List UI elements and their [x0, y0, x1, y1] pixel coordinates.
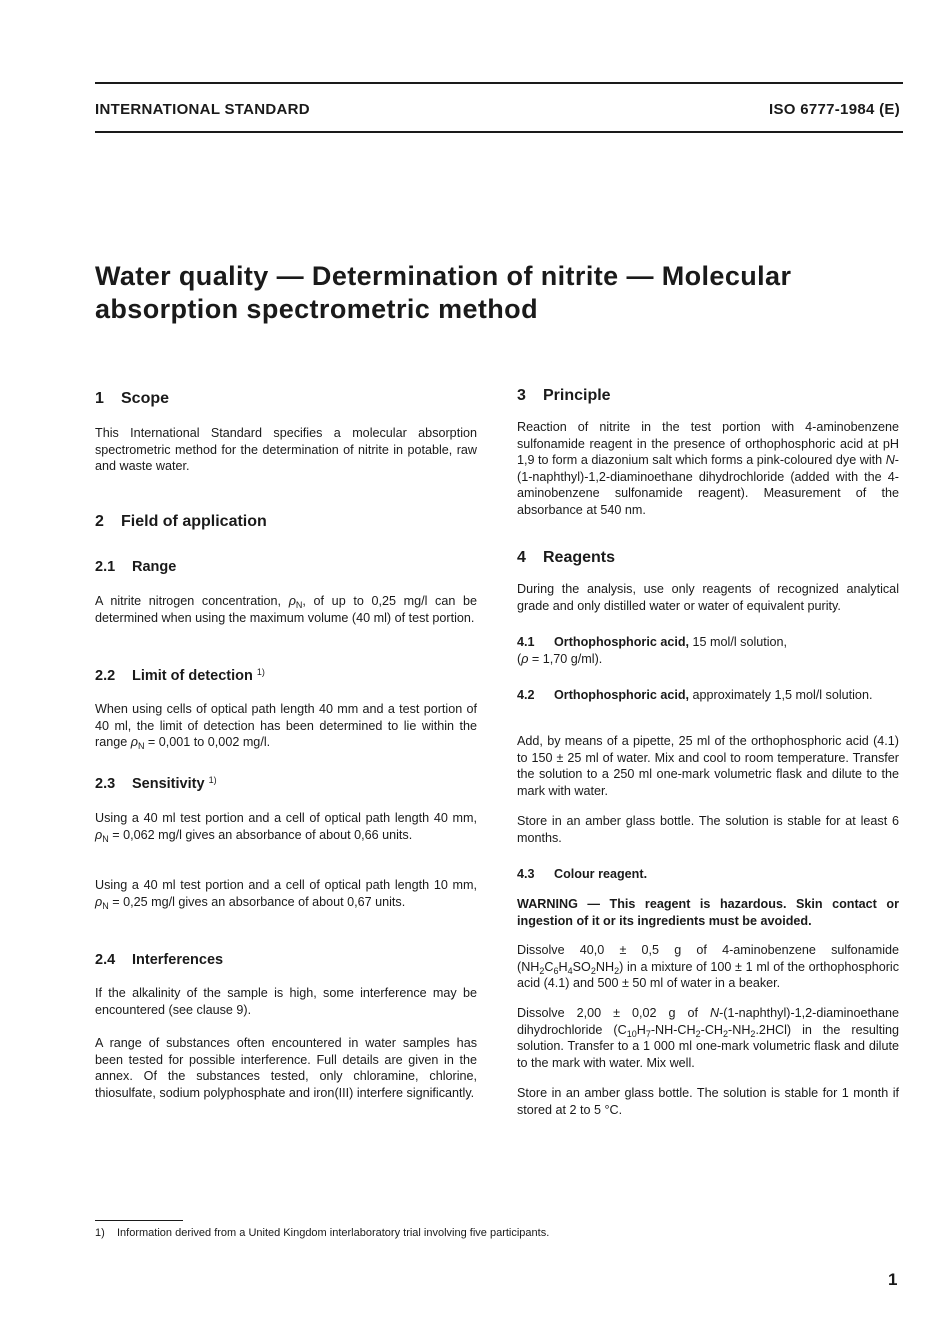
section-1-heading: 1 Scope: [95, 390, 170, 407]
section-2-4-text-2: A range of substances often encountered in water samples has been tested for possible interference. Full details are given in the annex. Of the substances tested, only chloramine, chlorine, thiosulfate, sodium polyphosphate and iron(III) interfere significantly.: [95, 1036, 477, 1100]
section-4-heading: 4 Reagents: [517, 549, 616, 566]
footnote-rule: [95, 1220, 183, 1221]
title-line-2: absorption spectrometric method: [95, 294, 538, 324]
section-2-3-heading: 2.3 Sensitivity $^{1)}$: [95, 775, 217, 792]
header-bottom-rule: [95, 131, 903, 133]
section-2-4-heading: 2.4 Interferences: [95, 952, 224, 968]
section-4-3-para-3: Store in an amber glass bottle. The solution is stable for 1 month if stored at 2 to 5 °C.: [517, 1086, 899, 1117]
section-2-heading: 2 Field of application: [95, 513, 267, 530]
title-line-1: Water quality — Determination of nitrite — Molecular: [95, 261, 792, 291]
section-2-2-text: When using cells of optical path length 40 mm and a test portion of 40 ml, the limit of detection has been determined to lie within the range $\rho_N = 0,001$ to 0,002 mg/l.: [95, 702, 477, 752]
section-2-2-heading: 2.2 Limit of detection $^{1)}$: [95, 667, 265, 684]
section-4-2-para-1: Add, by means of a pipette, 25 ml of the orthophosphoric acid (4.1) to 150 ± 25 ml of water. Mix and cool to room temperature. Transfer the solution to a 250 ml one-mark volumetric flask and dilute to the mark with water.: [517, 734, 899, 798]
section-4-text: During the analysis, use only reagents of recognized analytical grade and only distilled water or water of equivalent purity.: [517, 582, 899, 613]
section-4-2-text: 4.2 Orthophosphoric acid, approximately 1,5 mol/l solution.: [517, 688, 873, 702]
section-4-3-para-1: Dissolve 40,0 ± 0,5 g of 4-aminobenzene sulfonamide $(NH_2C_6H_4SO_2NH_2)$ in a mixture of 100 ± 1 ml of the orthophosphoric acid (4.1) and 500 ± 50 ml of water in a beaker.: [517, 943, 899, 991]
section-4-3-warning: WARNING — This reagent is hazardous. Skin contact or ingestion of it or its ingredients must be avoided.: [517, 897, 899, 928]
section-2-3-text-2: Using a 40 ml test portion and a cell of optical path length 10 mm, $\rho_N = 0,25$ mg/l gives an absorbance of about 0,67 units.: [95, 878, 477, 911]
section-2-4-text-1: If the alkalinity of the sample is high, some interference may be encountered (see clause 9).: [95, 986, 477, 1017]
footnote-ref: 1): [256, 667, 265, 677]
section-4-1-text: 4.1 Orthophosphoric acid, 15 mol/l solution, (ρ = 1,70 g/ml).: [517, 635, 788, 666]
header-standard-number: ISO 6777-1984 (E): [768, 101, 900, 118]
footnote-ref: 1): [208, 775, 217, 785]
section-3-text: Reaction of nitrite in the test portion with 4-aminobenzene sulfonamide reagent in the presence of orthophosphoric acid at pH 1,9 to form a diazonium salt which forms a pink-coloured dye with N-(1-naphthyl)-1,2-diaminoethane dihydrochloride (added with the 4-aminobenzene sulfonamide reagent). Measurement of the absorbance at 540 nm.: [517, 420, 899, 517]
header-top-rule: [95, 82, 903, 84]
page-number: 1: [888, 1270, 898, 1289]
section-2-1-heading: 2.1 Range: [95, 559, 177, 575]
section-4-2-para-2: Store in an amber glass bottle. The solution is stable for at least 6 months.: [517, 814, 899, 845]
header-standard-label: INTERNATIONAL STANDARD: [95, 101, 310, 118]
section-1-text: This International Standard specifies a molecular absorption spectrometric method for the determination of nitrite in potable, raw and waste water.: [95, 426, 477, 474]
footnote: 1) Information derived from a United Kingdom interlaboratory trial involving five participants.: [95, 1227, 550, 1239]
section-2-1-text: A nitrite nitrogen concentration, $\rho_N$, of up to 0,25 mg/l can be determined when using the maximum volume (40 ml) of test portion.: [95, 594, 478, 625]
section-4-3-heading: 4.3 Colour reagent.: [517, 867, 648, 881]
section-2-3-text-1: Using a 40 ml test portion and a cell of optical path length 40 mm, $\rho_N = 0,062$ mg/l gives an absorbance of about 0,66 units.: [95, 811, 477, 844]
section-3-heading: 3 Principle: [517, 387, 611, 404]
section-4-3-para-2: Dissolve 2,00 ± 0,02 g of N-(1-naphthyl)-1,2-diaminoethane dihydrochloride $(C_{10}H_7-NH-CH_2-CH_2-NH_2.2HCl)$ in the resulting solution. Transfer to a 1 000 ml one-mark volumetric flask and dilute to the mark with water. Mix well.: [517, 1006, 899, 1070]
document-title: [95, 260, 895, 326]
